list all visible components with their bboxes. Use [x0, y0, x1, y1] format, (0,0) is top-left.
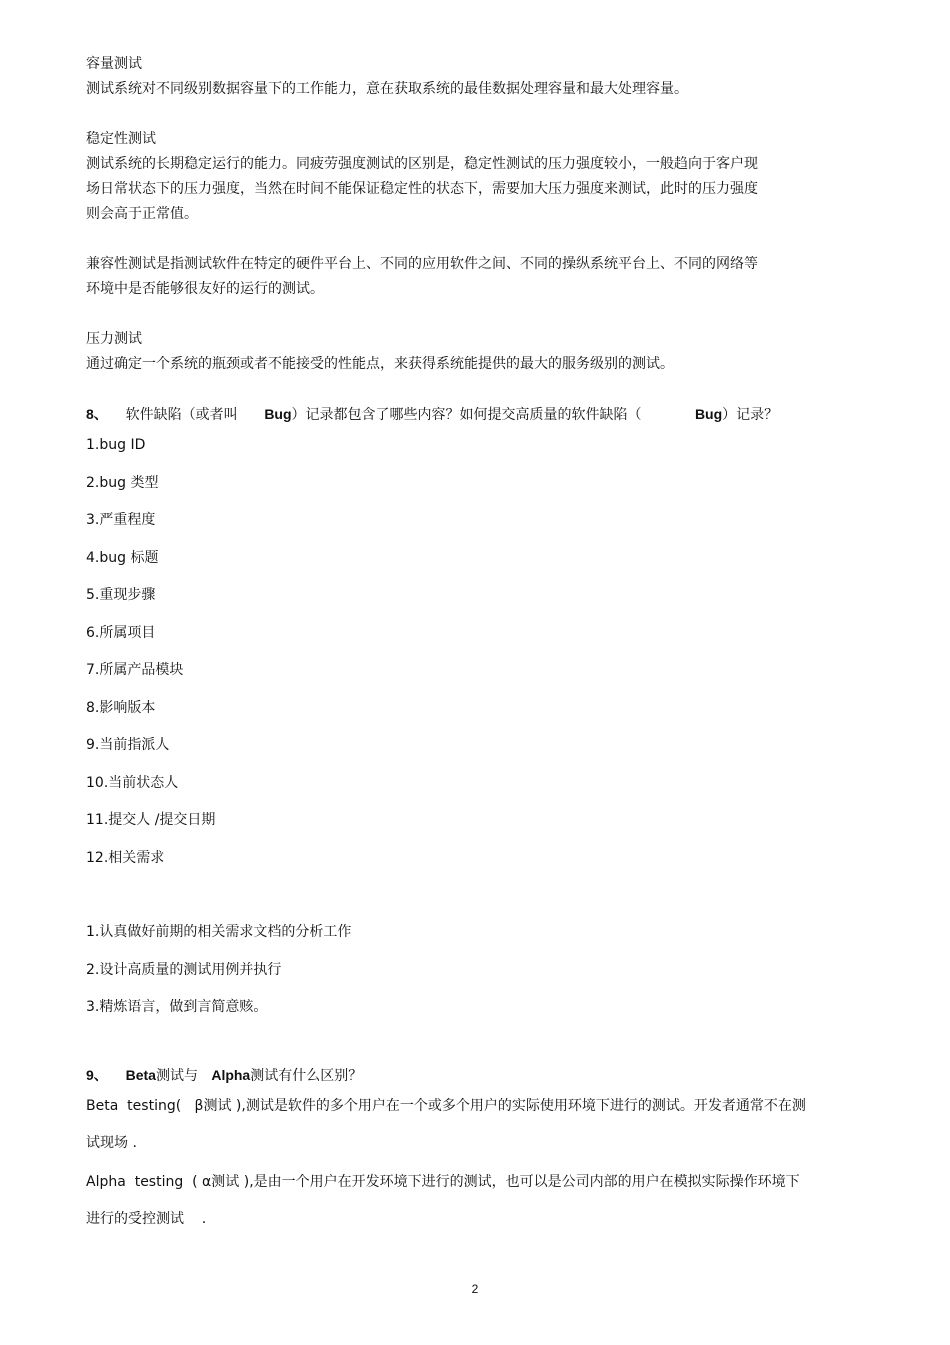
pressure-title: 压力测试	[86, 331, 142, 347]
alpha-line-1: Alpha testing ( α测试 ),是由一个用户在开发环境下进行的测试，也可以是公司内部的用户在模拟实际操作环境下	[86, 1173, 800, 1190]
list-item: 11.提交人 /提交日期	[86, 812, 216, 828]
list-item: 1.bug ID	[86, 437, 146, 453]
q8-number: 8、	[86, 406, 108, 422]
stability-line-1: 测试系统的长期稳定运行的能力。同疲劳强度测试的区别是，稳定性测试的压力强度较小，一般趋向于客户现	[86, 156, 758, 172]
q9-alpha: Alpha	[211, 1066, 251, 1083]
q9-text-a: 测试与	[155, 1067, 198, 1084]
q9-number: 9、	[86, 1066, 108, 1083]
capacity-text: 测试系统对不同级别数据容量下的工作能力，意在获取系统的最佳数据处理容量和最大处理容量。	[86, 81, 688, 97]
q9-beta: Beta	[125, 1066, 156, 1083]
q8-bug-2: Bug	[694, 406, 723, 422]
list-item: 8.影响版本	[86, 699, 156, 716]
document-page	[86, 52, 846, 1238]
list-item: 5.重现步骤	[86, 587, 156, 603]
list-item: 12.相关需求	[86, 849, 165, 866]
alpha-line-2: 进行的受控测试 .	[86, 1210, 207, 1227]
tip-item: 2.设计高质量的测试用例并执行	[86, 961, 282, 978]
tip-item: 3.精炼语言，做到言简意赅。	[86, 999, 268, 1015]
stability-title: 稳定性测试	[86, 131, 156, 147]
q8-text-a: 软件缺陷（或者叫	[125, 407, 238, 423]
compat-line-2: 环境中是否能够很友好的运行的测试。	[86, 281, 324, 297]
list-item: 7.所属产品模块	[86, 662, 184, 678]
stability-line-3: 则会高于正常值。	[86, 206, 198, 222]
q8-text-b: ）记录都包含了哪些内容？如何提交高质量的软件缺陷（	[291, 407, 642, 423]
tip-item: 1.认真做好前期的相关需求文档的分析工作	[86, 924, 352, 940]
question-9	[86, 1063, 846, 1088]
page-number: 2	[471, 1282, 479, 1296]
q8-bug-1: Bug	[264, 406, 292, 422]
list-item: 2.bug 类型	[86, 474, 159, 491]
beta-line-1: Beta testing( β测试 ),测试是软件的多个用户在一个或多个用户的实际使用环境下进行的测试。开发者通常不在测	[86, 1097, 806, 1114]
list-item: 6.所属项目	[86, 624, 156, 641]
question-8	[86, 402, 846, 427]
capacity-title: 容量测试	[86, 56, 142, 72]
beta-line-2: 试现场 .	[86, 1134, 137, 1151]
list-item: 3.严重程度	[86, 512, 156, 528]
list-item: 9.当前指派人	[86, 737, 170, 753]
q8-text-c: ）记录？	[722, 407, 779, 423]
stability-line-2: 场日常状态下的压力强度，当然在时间不能保证稳定性的状态下，需要加大压力强度来测试，此时的压力强度	[86, 181, 758, 197]
list-item: 4.bug 标题	[86, 549, 159, 566]
compat-line-1: 兼容性测试是指测试软件在特定的硬件平台上、不同的应用软件之间、不同的操纵系统平台上、不同的网络等	[86, 256, 758, 272]
pressure-text: 通过确定一个系统的瓶颈或者不能接受的性能点，来获得系统能提供的最大的服务级别的测试。	[86, 356, 674, 372]
q9-text-b: 测试有什么区别？	[250, 1067, 363, 1084]
list-item: 10.当前状态人	[86, 774, 179, 791]
